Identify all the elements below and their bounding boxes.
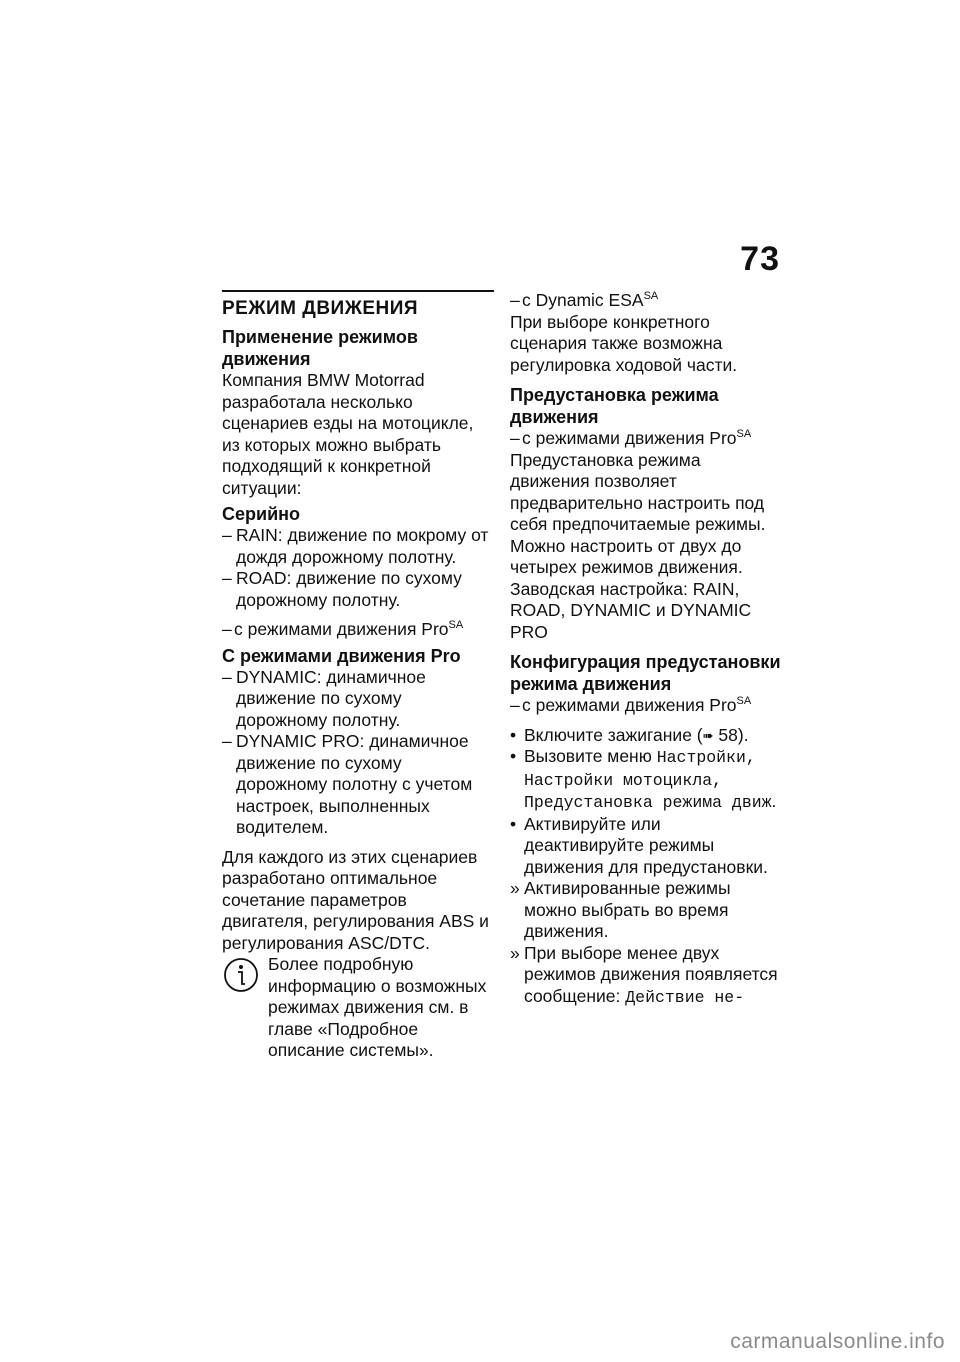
list-item: » При выборе менее двух режимов движения появляется сообщение: Действие не- xyxy=(510,942,778,1007)
right-column xyxy=(510,290,782,1008)
preset-count-text: Можно настроить от двух до четырех режимов движения. xyxy=(510,535,743,577)
esa-option-note: – с Dynamic $ESA^{SA}$ xyxy=(510,290,659,310)
watermark: carmanualsonline.info xyxy=(730,1330,945,1353)
menu-path-1: Настройки, xyxy=(656,748,756,767)
config-title: Конфигурация предустановки режима движения xyxy=(510,652,781,694)
menu-path-3: Предустановка режима движ xyxy=(524,793,772,812)
list-item: – RAIN: движение по мокрому от дождя дорожному полотну. xyxy=(222,525,489,567)
page-number: 73 xyxy=(740,240,780,278)
section-title: РЕЖИМ ДВИЖЕНИЯ xyxy=(222,298,419,319)
list-item: • Вызовите меню Настройки, Настройки мотоцикла, Предустановка режима движ. xyxy=(510,746,777,812)
list-item: – DYNAMIC PRO: динамичное движение по сухому дорожному полотну с учетом настроек, выполненных водителем. xyxy=(222,731,473,837)
esa-text: При выборе конкретного сценария также возможна регулировка ходовой части. xyxy=(510,311,738,375)
preset-text: Предустановка режима движения позволяет предварительно настроить под себя предпочитаемые режимы. xyxy=(510,449,766,534)
pro-title: С режимами движения Pro xyxy=(222,645,461,666)
preset-option-note: – с режимами движения Pro$^{SA}$ xyxy=(510,428,752,448)
list-item: – DYNAMIC: динамичное движение по сухому дорожному полотну. xyxy=(222,666,426,730)
section-rule xyxy=(222,290,494,292)
list-item: » Активированные режимы можно выбрать во время движения. xyxy=(510,878,731,941)
info-block: Более подробную информацию о возможных режимах движения см. в главе «Подробное описание системы». xyxy=(222,954,494,1062)
message-text: Действие не- xyxy=(625,987,745,1007)
list-item: • Включите зажигание (➠ 58). xyxy=(510,724,749,745)
info-icon xyxy=(222,956,260,994)
standard-title: Серийно xyxy=(222,504,301,524)
menu-path-2: Настройки мотоцикла, xyxy=(524,770,723,790)
preset-title: Предустановка режима движения xyxy=(510,385,719,427)
scenario-paragraph: Для каждого из этих сценариев разработано оптимальное сочетание параметров двигателя, регулирования ABS и регулирования ASC/DTC. xyxy=(222,846,489,953)
list-item: – ROAD: движение по сухому дорожному полотну. xyxy=(222,568,462,610)
subsection-title-usage: Применение режимов движения xyxy=(222,327,418,369)
left-column xyxy=(222,290,494,1062)
arrow-right-icon: ➠ xyxy=(702,727,714,743)
pro-option-note: – с режимами движения Pro$^{SA}$ xyxy=(222,619,464,639)
config-option-note: – с режимами движения Pro$^{SA}$ xyxy=(510,695,752,715)
usage-text: Компания BMW Motorrad разработала несколько сценариев езды на мотоцикле, из которых можно выбрать подходящий к конкретной ситуации: xyxy=(222,370,474,498)
factory-setting-text: Заводская настройка: RAIN, ROAD, DYNAMIC и DYNAMIC PRO xyxy=(510,578,752,642)
list-item: • Активируйте или деактивируйте режимы движения для предустановки. xyxy=(510,813,768,877)
